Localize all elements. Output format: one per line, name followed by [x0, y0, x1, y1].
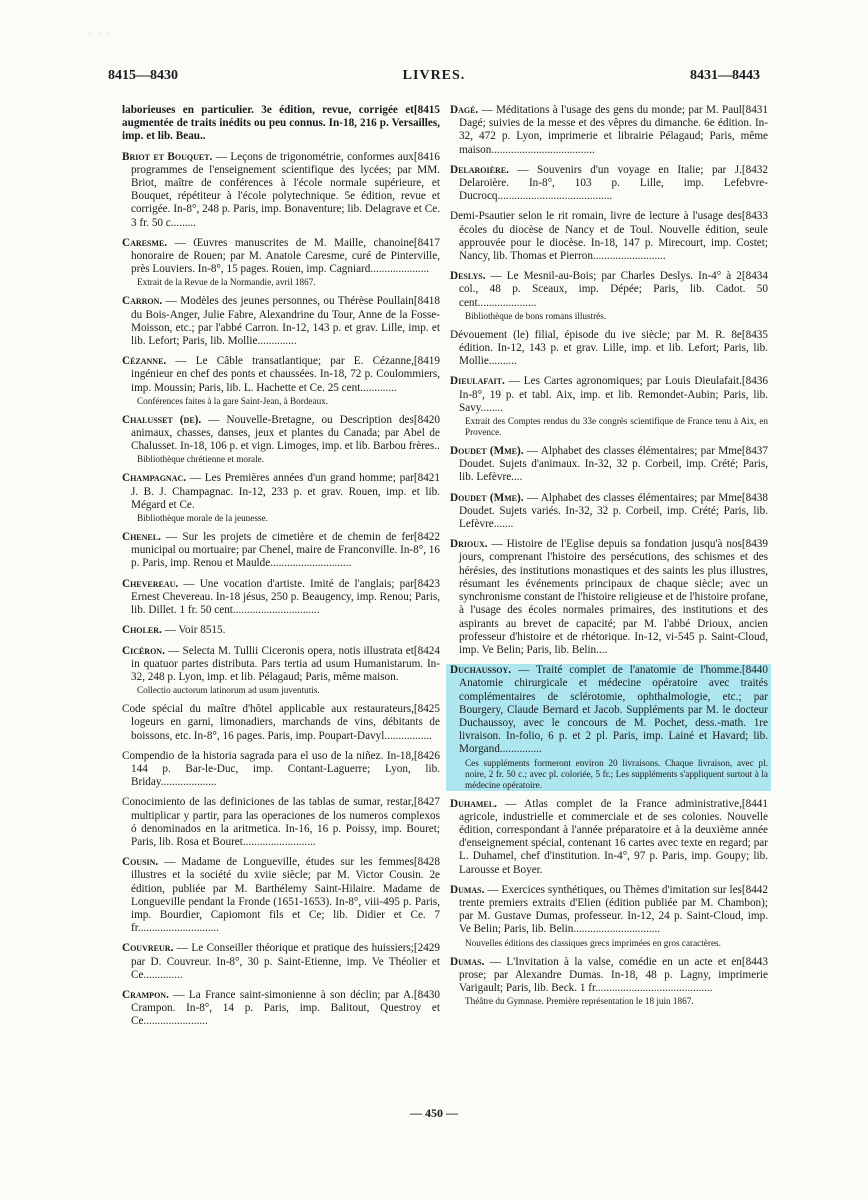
right-column: [450, 104, 768, 1014]
entry-number: [8439: [741, 538, 768, 551]
entry-author: Dumas.: [450, 883, 485, 896]
entry-note: Bibliothèque morale de la jeunesse.: [137, 513, 268, 524]
entry-author: Delaroière.: [450, 163, 509, 176]
entry-text: — Voir 8515.: [161, 624, 226, 637]
entry-number: [8430: [413, 988, 440, 1001]
entry-note: Extrait de la Revue de la Normandie, avril 1867.: [137, 277, 316, 288]
scan-smudge: · · ·: [88, 30, 113, 40]
entry-author: Carron.: [122, 295, 163, 308]
entry-note: Extrait des Comptes rendus du 33e congrès scientifique de France tenu à Aix, en Provence.: [465, 416, 768, 438]
entry-text: — Exercices synthétiques, ou Thèmes d'imitation sur les trente premiers extraits d'Elien (édition publiée par M. Chambon); par M. Gustave Dumas, professeur. In-12, 24 p. Saint-Cloud, imp. Ve Belin; Paris, lib. Belin...............................: [459, 883, 768, 936]
entry-author: Deslys.: [450, 270, 486, 283]
header-right-range: 8431—8443: [690, 68, 760, 83]
catalog-entry: [122, 472, 440, 524]
entry-number: [8426: [413, 749, 440, 762]
entry-note: Théâtre du Gymnase. Première représentation le 18 juin 1867.: [465, 996, 694, 1007]
catalog-entry: [122, 531, 440, 571]
entry-text: — Une vocation d'artiste. Imité de l'anglais; par Ernest Chevereau. In-18 jésus, 250 p. Beaugency, imp. Renou; Paris, lib. Dillet. 1 fr. 50 cent...............................: [131, 577, 440, 617]
catalog-entry: [122, 989, 440, 1029]
entry-author: Duhamel.: [450, 797, 497, 810]
entry-author: Drioux.: [450, 538, 488, 551]
entry-author: Cézanne.: [122, 355, 167, 368]
catalog-entry: [450, 164, 768, 204]
entry-author: Dagé.: [450, 104, 479, 116]
entry-author: Dumas.: [450, 955, 485, 968]
catalog-entry: [122, 295, 440, 348]
entry-note: Nouvelles éditions des classiques grecs imprimées en gros caractères.: [465, 937, 721, 948]
entry-text: — La France saint-simonienne à son déclin; par A. Crampon. In-8°, 14 p. Paris, imp. Balitout, Questroy et Ce.......................: [131, 988, 440, 1028]
entry-author: Cicéron.: [122, 644, 165, 657]
entry-author: Couvreur.: [122, 942, 174, 955]
entry-text: Conocimiento de las definiciones de las tablas de sumar, restar, multiplicar y partir, para las operaciones de los numeros complexos ó denominados en la aritmetica. In-16, 16 p. Poissy, imp. Bouret; Paris, lib. Rosa et Bouret..........................: [122, 796, 440, 848]
entry-number: [8442: [741, 883, 768, 896]
catalog-entry: [122, 578, 440, 618]
catalog-entry: [446, 664, 771, 790]
entry-author: Choler.: [122, 624, 162, 637]
entry-author: Caresme.: [122, 236, 168, 249]
catalog-entry: [450, 884, 768, 949]
entry-author: Chalusset (de).: [122, 413, 202, 426]
catalog-entry: [122, 750, 440, 790]
entry-text: — Atlas complet de la France administrative, agricole, industrielle et commerciale et de ses colonies. Nouvelle édition, correspondant à l'année préparatoire et à la deuxième année d'enseignement spécial, contenant 16 cartes avec texte en regard; par L. Duhamel, chef d'institution. In-4°, 97 p. Paris, imp. Goupy; lib. Larousse et Boyer.: [459, 797, 768, 876]
entry-number: [8427: [413, 796, 440, 809]
entry-text: Code spécial du maître d'hôtel applicable aux restaurateurs, logeurs en garni, limonadiers, marchands de vins, débitants de boissons, etc. In-8°, 16 pages. Paris, imp. Poupart-Davyl.................: [122, 703, 440, 742]
entry-text: — Souvenirs d'un voyage en Italie; par J. Delaroière. In-8°, 103 p. Lille, imp. Lefebvre-Ducrocq.........................................: [459, 163, 768, 203]
entry-author: Dieulafait.: [450, 375, 505, 388]
entry-text: — Modèles des jeunes personnes, ou Thérèse Poullain du Bois-Anger, Julie Fabre, Alexandrine du Tour, Anne de la Fosse-Moisson, etc.; par l'abbé Carron. In-12, 143 p. et grav. Lille, imp. et lib. Lefort; Paris, lib. Mollie..............: [131, 295, 440, 348]
entry-text: — Sur les projets de cimetière et de chemin de fer municipal ou mortuaire; par Chenel, maire de Franconville. In-8°, 16 p. Paris, imp. Renou et Maulde.............................: [131, 531, 440, 570]
catalog-entry: [122, 624, 440, 637]
entry-author: Chenel.: [122, 531, 161, 544]
entry-number: [8431: [741, 104, 768, 116]
catalog-entry: [450, 104, 768, 157]
left-column: [122, 104, 440, 1036]
entry-note: Conférences faites à la gare Saint-Jean, à Bordeaux.: [137, 395, 329, 406]
entry-note: Bibliothèque de bons romans illustrés.: [465, 310, 607, 321]
entry-text: laborieuses en particulier. 3e édition, revue, corrigée et augmentée de traits inédits ou peu connus. In-18, 216 p. Versailles, imp. et lib. Beau..: [122, 104, 440, 143]
catalog-entry: [122, 796, 440, 849]
entry-note: Bibliothèque chrétienne et morale.: [137, 454, 265, 465]
entry-text: — Traité complet de l'anatomie de l'homme. Anatomie chirurgicale et médecine opératoire avec traités complémentaires de sclérotomie, ophthalmologie, etc.; par Bourgery, Claude Bernard et Jacob. Suppléments par M. le docteur Duchaussoy, avec le concours de M. Pochet, dess.-math. 1re livraison. In-folio, 6 p. et 2 pl. Paris, imp. Lainé et Havard; lib. Morgand...............: [459, 664, 768, 756]
entry-number: [8423: [413, 577, 440, 590]
entry-number: [8440: [741, 664, 768, 677]
entry-number: [8416: [413, 150, 440, 163]
entry-number: [8435: [741, 328, 768, 341]
catalog-entry: [122, 942, 440, 982]
catalog-entry: [122, 856, 440, 935]
entry-number: [8428: [413, 856, 440, 869]
catalog-entry: [122, 414, 440, 466]
entry-number: [2429: [413, 942, 440, 955]
entry-number: [8418: [413, 295, 440, 308]
catalog-entry: [450, 270, 768, 322]
catalog-entry: [122, 237, 440, 289]
entry-text: — Madame de Longueville, études sur les femmes illustres et la société du xviie siècle; par M. Victor Cousin. 2e édition, publiée par M. Barthélemy Saint-Hilaire. Madame de Longueville pendant la Fronde (1651-1653). In-8°, viii-495 p. Paris, imp. Bourdier, Capiomont fils et Ce; lib. Didier et Ce. 7 fr.............................: [131, 856, 440, 935]
entry-number: [8415: [413, 104, 440, 116]
entry-number: [8434: [741, 270, 768, 283]
entry-text: Compendio de la historia sagrada para el uso de la niñez. In-18, 144 p. Bar-le-Duc, imp. Contant-Laguerre; Lyon, lib. Briday....................: [122, 749, 440, 789]
entry-note: Ces suppléments formeront environ 20 livraisons. Chaque livraison, avec pl. noire, 2 fr. 50 c.; avec pl. coloriée, 5 fr.; Les suppléments s'appliquent surtout à la médecine opératoire.: [465, 757, 768, 790]
entry-text: — Le Câble transatlantique; par E. Cézanne, ingénieur en chef des ponts et chaussées. In-18, 72 p. Coulommiers, imp. Moussin; Paris, lib. L. Hachette et Ce. 25 cent.............: [131, 355, 440, 394]
catalog-entry: [450, 492, 768, 532]
entry-text: — L'Invitation à la valse, comédie en un acte et en prose; par Alexandre Dumas. In-18, 48 p. Lagny, imprimerie Varigault; Paris, lib. Beck. 1 fr..........................................: [459, 955, 768, 994]
entry-text: — Leçons de trigonométrie, conformes aux programmes de l'enseignement scientifique des lycées; par MM. Briot, maître de conférences à l'école normale supérieure, et Bouquet, répétiteur à l'école polytechnique. 5e édition, revue et corrigée. In-8°, 248 p. Paris, imp. Bonaventure; lib. Delagrave et Ce. 3 fr. 50 c.........: [131, 150, 440, 229]
entry-author: Chevereau.: [122, 577, 179, 590]
entry-note: Collectio auctorum latinorum ad usum juventutis.: [137, 685, 320, 696]
entry-text: Dévouement (le) filial, épisode du ive siècle; par M. R. 8e édition. In-12, 143 p. et grav. Lille, imp. et lib. Lefort; Paris, lib. Mollie..........: [450, 328, 768, 368]
entry-author: Duchaussoy.: [450, 664, 512, 677]
catalog-entry: [450, 329, 768, 369]
entry-text: — Alphabet des classes élémentaires; par Mme Doudet. Sujets d'animaux. In-32, 32 p. Corbeil, imp. Crété; Paris, lib. Lefèvre....: [459, 445, 768, 484]
catalog-entry: [450, 210, 768, 263]
entry-author: Champagnac.: [122, 472, 187, 485]
catalog-entry: [122, 151, 440, 230]
catalog-entry: [450, 798, 768, 877]
entry-number: [8437: [741, 445, 768, 458]
entry-number: [8441: [741, 797, 768, 810]
entry-number: [8419: [413, 355, 440, 368]
entry-number: [8438: [741, 491, 768, 504]
entry-author: Cousin.: [122, 856, 159, 869]
page-number: — 450 —: [410, 1106, 458, 1120]
entry-text: — Méditations à l'usage des gens du monde; par M. Paul Dagé; suivies de la messe et des vêpres du dimanche. 6e édition. In-32, 472 p. Lyon, imprimerie et librairie Pélagaud; Paris, même maison.....................................: [459, 104, 768, 156]
entry-author: Briot et Bouquet.: [122, 150, 213, 163]
header-left-range: 8415—8430: [108, 68, 178, 83]
entry-number: [8417: [413, 236, 440, 249]
entry-text: — Les Cartes agronomiques; par Louis Dieulafait. In-8°, 19 p. et tabl. Aix, imp. et lib. Remondet-Aubin; Paris, lib. Savy........: [459, 375, 768, 414]
entry-number: [8422: [413, 531, 440, 544]
entry-text: — Alphabet des classes élémentaires; par Mme Doudet. Sujets variés. In-32, 32 p. Corbeil, imp. Crété; Paris, lib. Lefèvre.......: [459, 491, 768, 531]
entry-number: [8425: [413, 703, 440, 716]
entry-author: Doudet (Mme).: [450, 491, 524, 504]
entry-number: [8421: [413, 472, 440, 485]
entry-text: — Les Premières années d'un grand homme; par J. B. J. Champagnac. In-12, 233 p. et grav. Rouen, imp. et lib. Mégard et Ce.: [131, 472, 440, 511]
entry-author: Doudet (Mme).: [450, 445, 524, 458]
catalog-entry: [122, 703, 440, 743]
entry-number: [8433: [741, 210, 768, 223]
entry-text: — Le Mesnil-au-Bois; par Charles Deslys. In-4° à 2 col., 48 p. Sceaux, imp. Dépée; Paris, lib. Cadot. 50 cent.....................: [459, 270, 768, 309]
entry-text: — Nouvelle-Bretagne, ou Description des animaux, chasses, danses, jeux et plantes du Canada; par Abel de Chalusset. In-18, 106 p. et vign. Limoges, imp. et lib. Barbou frères..: [131, 413, 440, 453]
entry-text: — Le Conseiller théorique et pratique des huissiers; par D. Couvreur. In-8°, 30 p. Saint-Etienne, imp. Ve Théolier et Ce..............: [131, 942, 440, 981]
catalog-entry: [122, 104, 440, 144]
catalog-entry: [122, 355, 440, 407]
catalog-entry: [450, 956, 768, 1008]
entry-number: [8443: [741, 955, 768, 968]
catalog-entry: [122, 645, 440, 697]
entry-text: — Histoire de l'Eglise depuis sa fondation jusqu'à nos jours, comprenant l'histoire des persécutions, des schismes et des hérésies, des institutions monastiques et des saints les plus illustres, résumant les événements principaux de chaque siècle; avec un synchronisme constant de l'histoire religieuse et de l'histoire profane, à l'usage des écoles normales primaires, des institutions et des aspirants au brevet de capacité; par M. l'abbé Drioux, ancien professeur d'histoire et de rhétorique. In-12, vi-545 p. Saint-Cloud, imp. Ve Belin; Paris, lib. Belin....: [459, 538, 768, 656]
entry-text: — Selecta M. Tullii Ciceronis opera, notis illustrata et in quatuor partes distributa. Pars tertia ad usum Humanistarum. In-32, 248 p. Lyon, imp. et lib. Pélagaud; Paris, même maison.: [131, 644, 440, 683]
page-header: [108, 68, 760, 88]
entry-number: [8436: [741, 375, 768, 388]
entry-text: Demi-Psautier selon le rit romain, livre de lecture à l'usage des écoles du diocèse de Nancy et de Toul. Nouvelle édition, seule approuvée pour le diocèse. In-18, 147 p. Mirecourt, imp. Costet; Nancy, lib. Thomas et Pierron..........................: [450, 210, 768, 263]
catalog-entry: [450, 375, 768, 438]
header-title: LIVRES.: [402, 68, 466, 83]
entry-author: Crampon.: [122, 988, 169, 1001]
catalog-entry: [450, 445, 768, 485]
catalog-entry: [450, 538, 768, 657]
entry-text: — Œuvres manuscrites de M. Maille, chanoine honoraire de Rouen; par M. Anatole Caresme, curé de Pinterville, près Louviers. In-8°, 15 pages. Rouen, imp. Cagniard.....................: [131, 236, 440, 276]
entry-number: [8432: [741, 163, 768, 176]
entry-number: [8420: [413, 413, 440, 426]
entry-number: [8424: [413, 644, 440, 657]
